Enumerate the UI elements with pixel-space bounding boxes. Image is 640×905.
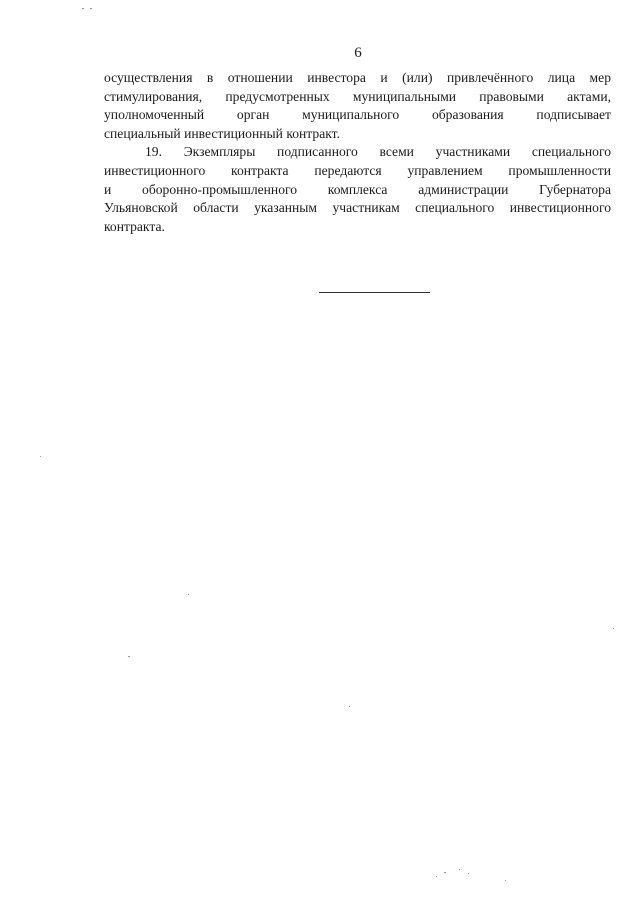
paragraph-line: специальный инвестиционный контракт. bbox=[104, 125, 340, 141]
scan-speck bbox=[349, 706, 350, 707]
page-number: 6 bbox=[354, 45, 362, 61]
scan-speck bbox=[188, 594, 189, 595]
paragraph-line: уполномоченный орган муниципального образования подписывает bbox=[104, 107, 611, 123]
paragraph-line: осуществления в отношении инвестора и (или) привлечённого лица мер bbox=[104, 70, 611, 85]
scan-speck bbox=[505, 880, 506, 881]
paragraph-line: и оборонно-промышленного комплекса администрации Губернатора bbox=[104, 181, 611, 197]
paragraph-line: контракта. bbox=[104, 218, 165, 234]
scan-speck bbox=[40, 456, 41, 457]
paragraph-line: инвестиционного контракта передаются управлением промышленности bbox=[104, 162, 611, 178]
separator-line bbox=[319, 292, 430, 293]
scan-speck bbox=[90, 8, 92, 9]
scan-speck bbox=[459, 869, 460, 870]
scan-speck bbox=[128, 656, 130, 657]
scan-speck bbox=[444, 872, 446, 873]
scan-speck bbox=[436, 876, 437, 877]
document-body bbox=[104, 69, 611, 236]
paragraph-line: Ульяновской области указанным участникам специального инвестиционного bbox=[104, 200, 611, 216]
scan-speck bbox=[82, 8, 84, 9]
paragraph-line: 19. Экземпляры подписанного всеми участниками специального bbox=[145, 144, 611, 160]
paragraph-line: стимулирования, предусмотренных муниципальными правовыми актами, bbox=[104, 88, 611, 104]
scan-speck bbox=[613, 628, 614, 629]
scan-speck bbox=[468, 873, 469, 874]
